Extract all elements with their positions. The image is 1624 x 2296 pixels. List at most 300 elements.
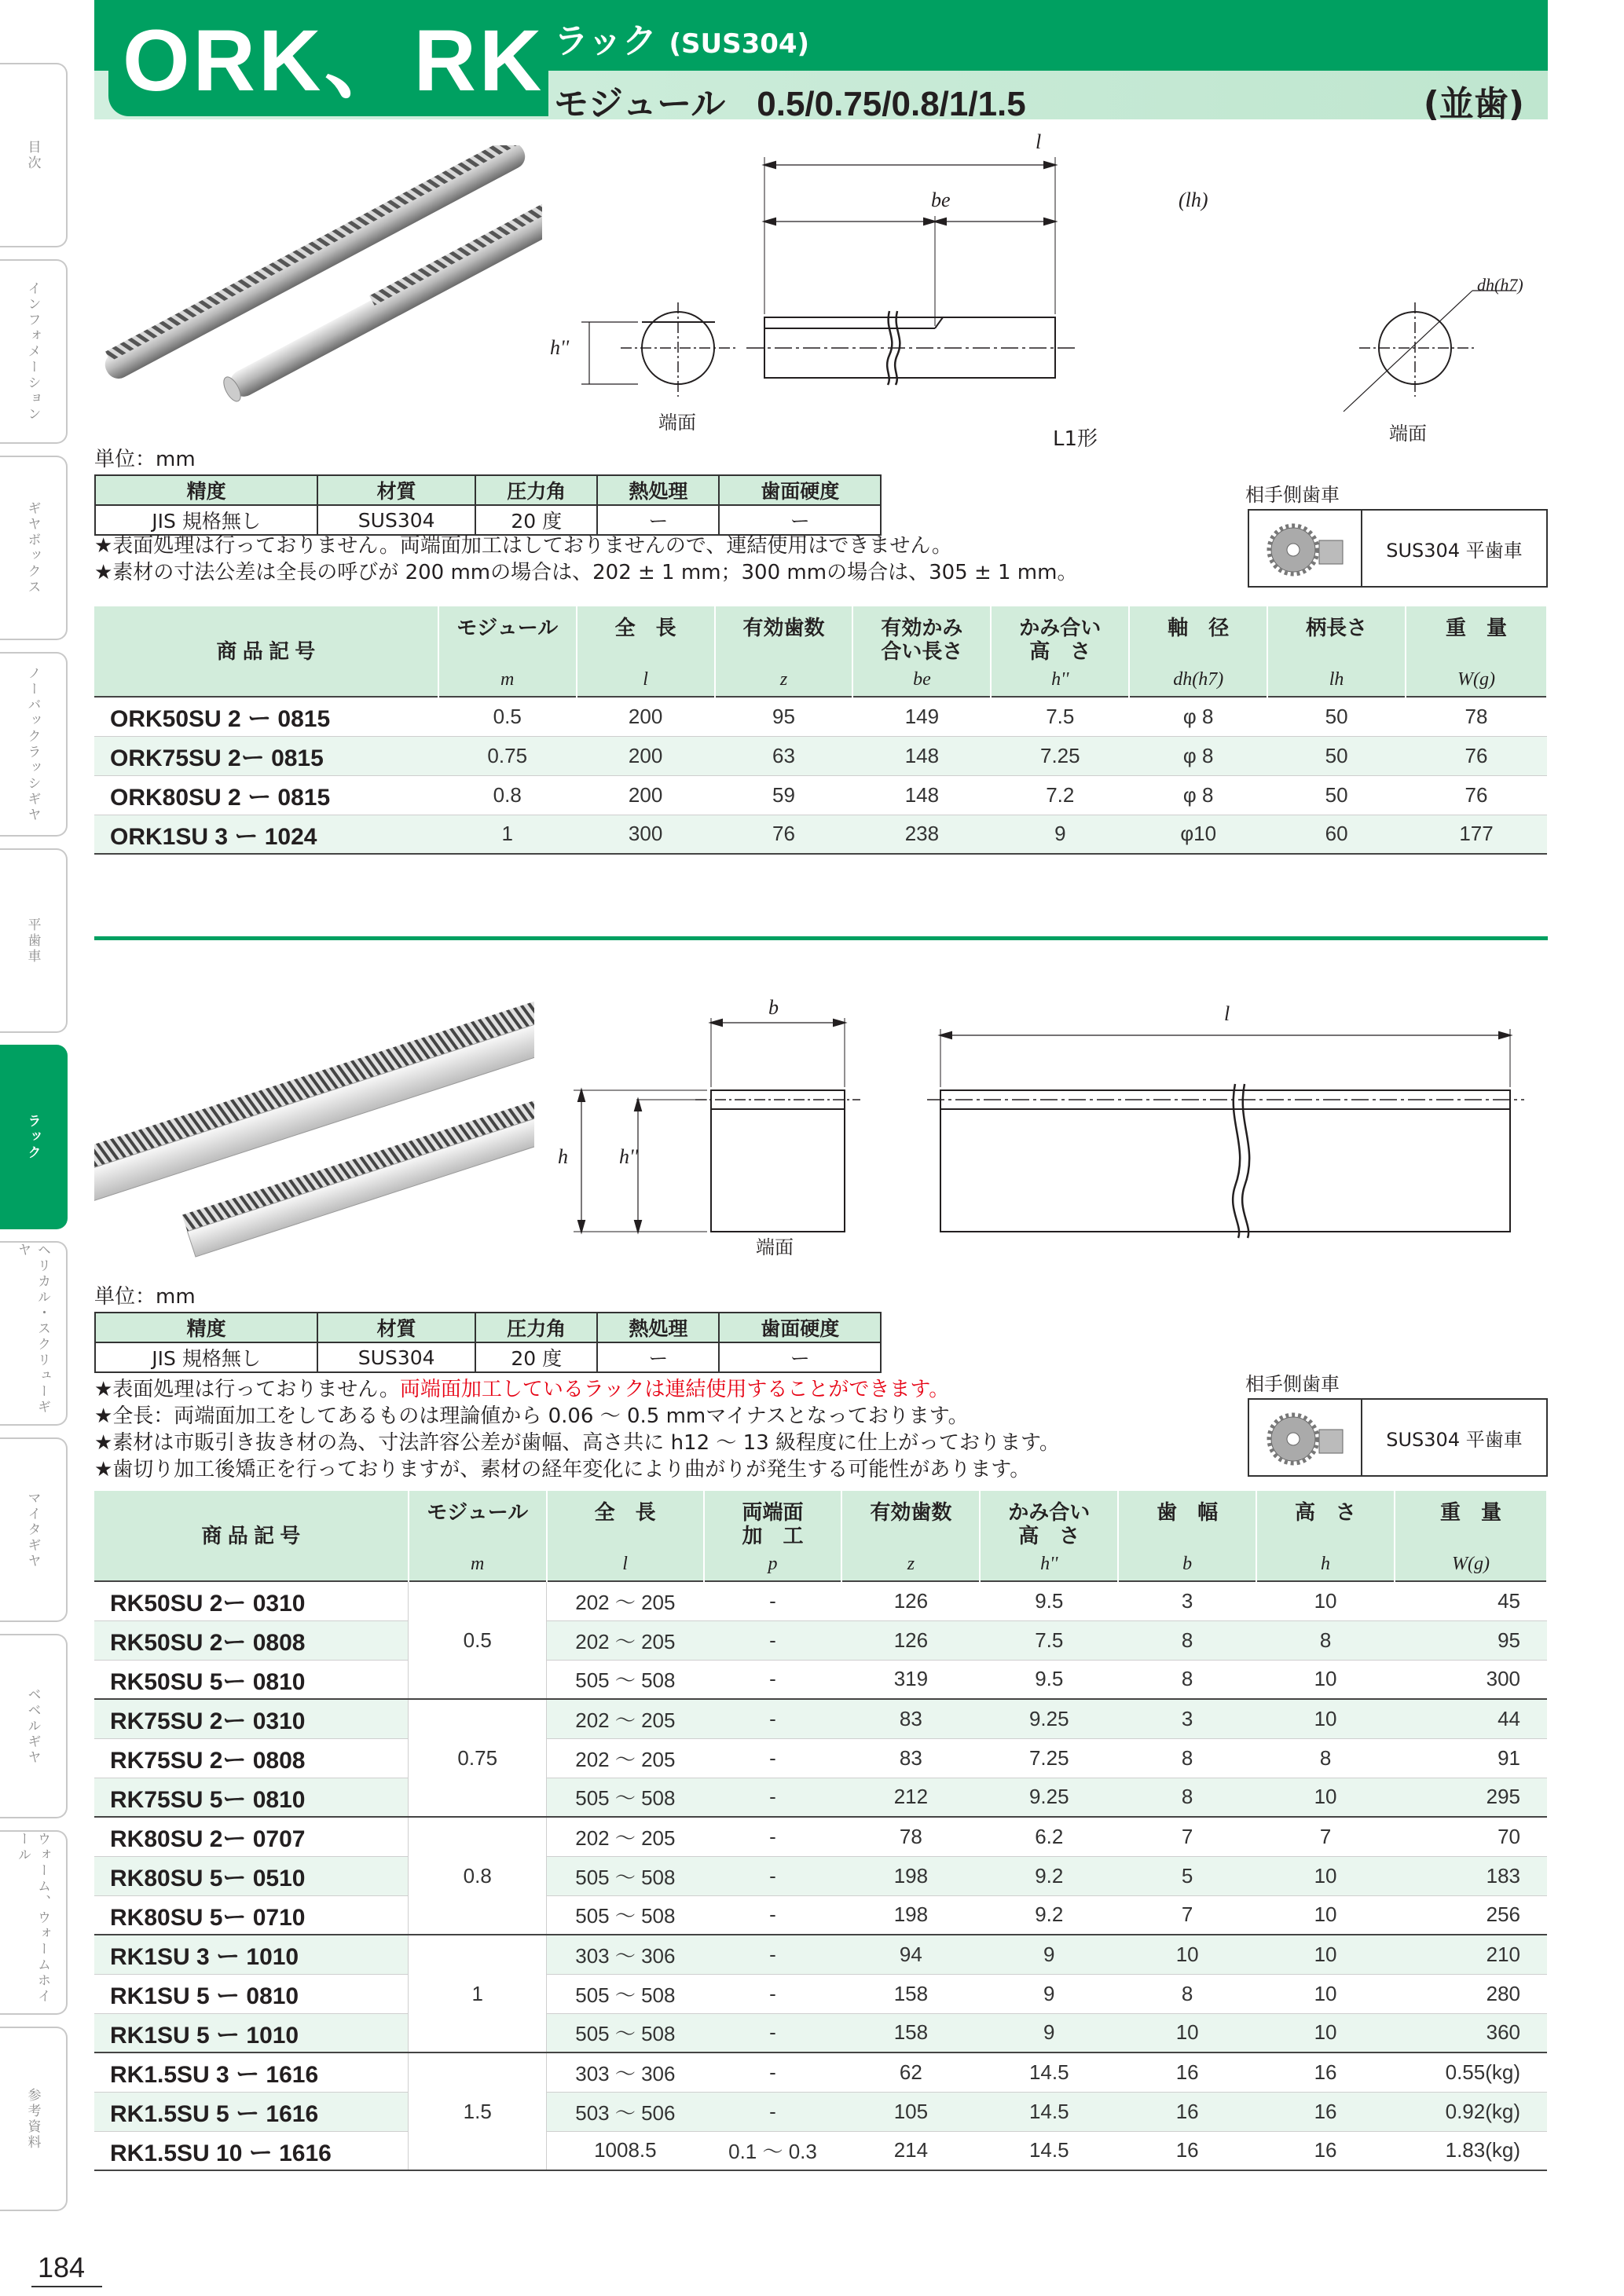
cell: 1.83(kg) xyxy=(1395,2131,1547,2170)
cell: 200 xyxy=(577,775,715,815)
spec-value: SUS304 xyxy=(317,1342,475,1372)
cell: 10 xyxy=(1256,2013,1395,2052)
cell: 7 xyxy=(1256,1817,1395,1856)
ork-mating-label: 相手側歯車 xyxy=(1245,484,1340,506)
module-cell: 1 xyxy=(409,1935,547,2052)
cell: 10 xyxy=(1256,1699,1395,1738)
rk-dim-b: b xyxy=(768,996,779,1019)
cell: - xyxy=(704,1817,842,1856)
cell: 94 xyxy=(841,1935,980,1974)
cell: 280 xyxy=(1395,1974,1547,2013)
cell: 10 xyxy=(1256,1935,1395,1974)
module-label: モジュール xyxy=(554,84,726,124)
cell: 60 xyxy=(1267,815,1406,854)
cell: 83 xyxy=(841,1699,980,1738)
cell: 10 xyxy=(1256,1974,1395,2013)
spec-value: ー xyxy=(597,1342,719,1372)
cell: 210 xyxy=(1395,1935,1547,1974)
cell: 202 ～ 205 xyxy=(547,1817,704,1856)
cell: 0.5 xyxy=(438,697,577,736)
table-row xyxy=(94,1778,1547,1817)
cell: 9 xyxy=(980,2013,1118,2052)
column-symbol: l xyxy=(577,668,715,697)
end-face-right: 端面 xyxy=(1389,423,1427,445)
table-row xyxy=(94,1660,1547,1699)
cell: 9.25 xyxy=(980,1699,1118,1738)
cell: 9.5 xyxy=(980,1660,1118,1699)
cell: 300 xyxy=(577,815,715,854)
rk-end-face: 端面 xyxy=(756,1236,794,1258)
cell: 76 xyxy=(1406,736,1547,775)
spec-header: 歯面硬度 xyxy=(719,475,881,505)
cell: 7.25 xyxy=(980,1738,1118,1778)
spec-header: 歯面硬度 xyxy=(719,1313,881,1342)
cell: - xyxy=(704,1581,842,1620)
cell: 0.55(kg) xyxy=(1395,2052,1547,2092)
cell: 8 xyxy=(1118,1974,1256,2013)
dim-h2: h'' xyxy=(550,336,570,359)
side-tab-label: ヘリカル・スクリューギヤ xyxy=(15,1243,50,1415)
side-tab-label: ノーバックラッシギヤ xyxy=(24,665,41,823)
rk-dim-l: l xyxy=(1224,1002,1230,1025)
cell: 76 xyxy=(715,815,853,854)
column-symbol: h'' xyxy=(991,668,1129,697)
spur-gear-icon xyxy=(1249,511,1362,586)
cell: 126 xyxy=(841,1620,980,1660)
column-symbol: z xyxy=(715,668,853,697)
column-symbol: z xyxy=(841,1552,980,1581)
cell: 212 xyxy=(841,1778,980,1817)
spec-value: JIS 規格無し xyxy=(95,1342,317,1372)
cell: 62 xyxy=(841,2052,980,2092)
column-header: 両端面 加 工 xyxy=(704,1491,842,1552)
cell: 238 xyxy=(852,815,991,854)
table-row xyxy=(94,1856,1547,1895)
rk-note-4: ★歯切り加工後矯正を行っておりますが、素材の経年変化により曲がりが発生する可能性があります。 xyxy=(94,1458,1031,1481)
side-tab-label: 目次 xyxy=(24,139,41,171)
ork-product-photo xyxy=(102,145,542,436)
table-row xyxy=(94,775,1547,815)
spec-header: 熱処理 xyxy=(597,475,719,505)
product-code: ORK80SU 2 ー 0815 xyxy=(94,775,438,815)
cell: 6.2 xyxy=(980,1817,1118,1856)
side-tab-label: 参考資料 xyxy=(24,2087,41,2151)
rk-note-1a: ★表面処理は行っておりません。 xyxy=(94,1378,400,1401)
product-code: RK50SU 2ー 0310 xyxy=(94,1581,409,1620)
dim-lh: (lh) xyxy=(1179,189,1208,211)
side-tab-10[interactable] xyxy=(0,2027,68,2211)
product-code: RK1SU 5 ー 1010 xyxy=(94,2013,409,2052)
side-tab-label: ベベルギヤ xyxy=(24,1686,41,1766)
cell: 8 xyxy=(1256,1620,1395,1660)
cell: - xyxy=(704,1778,842,1817)
product-code: RK75SU 2ー 0808 xyxy=(94,1738,409,1778)
header-module-line xyxy=(554,75,1026,126)
cell: 505 ～ 508 xyxy=(547,1895,704,1935)
rk-mating-text: SUS304 平歯車 xyxy=(1386,1428,1523,1451)
cell: 16 xyxy=(1118,2131,1256,2170)
product-code: RK1.5SU 3 ー 1616 xyxy=(94,2052,409,2092)
cell: 9.5 xyxy=(980,1581,1118,1620)
side-tab-8[interactable] xyxy=(0,1634,68,1818)
cell: 91 xyxy=(1395,1738,1547,1778)
cell: 83 xyxy=(841,1738,980,1778)
side-tab-5[interactable] xyxy=(0,1045,68,1229)
module-list: 0.5/0.75/0.8/1/1.5 xyxy=(757,85,1026,123)
product-code: RK1.5SU 10 ー 1616 xyxy=(94,2131,409,2170)
cell: 16 xyxy=(1256,2131,1395,2170)
cell: 10 xyxy=(1256,1581,1395,1620)
side-tab-3[interactable] xyxy=(0,652,68,837)
cell: 7 xyxy=(1118,1817,1256,1856)
side-tab-label: ラック xyxy=(24,1113,41,1161)
cell: 50 xyxy=(1267,775,1406,815)
cell: 300 xyxy=(1395,1660,1547,1699)
cell: 10 xyxy=(1256,1895,1395,1935)
cell: 45 xyxy=(1395,1581,1547,1620)
cell: 16 xyxy=(1118,2052,1256,2092)
ork-dimension-diagram xyxy=(542,126,1548,456)
cell: 70 xyxy=(1395,1817,1547,1856)
spec-header: 圧力角 xyxy=(475,475,597,505)
column-header: モジュール xyxy=(438,606,577,668)
product-code: ORK75SU 2ー 0815 xyxy=(94,736,438,775)
column-symbol: dh(h7) xyxy=(1129,668,1267,697)
spec-value: JIS 規格無し xyxy=(95,505,317,535)
cell: - xyxy=(704,1660,842,1699)
column-header: 重 量 xyxy=(1395,1491,1547,1552)
cell: 50 xyxy=(1267,736,1406,775)
column-header: 有効かみ 合い長さ xyxy=(852,606,991,668)
cell: 158 xyxy=(841,1974,980,2013)
ork-mating-text: SUS304 平歯車 xyxy=(1386,539,1523,562)
cell: - xyxy=(704,1895,842,1935)
side-tab-2[interactable] xyxy=(0,456,68,640)
cell: 149 xyxy=(852,697,991,736)
cell: 505 ～ 508 xyxy=(547,1856,704,1895)
side-tab-1[interactable] xyxy=(0,259,68,444)
page-number: 184 xyxy=(38,2251,86,2283)
cell: 0.75 xyxy=(438,736,577,775)
cell: 10 xyxy=(1118,2013,1256,2052)
rk-dimension-diagram xyxy=(550,990,1548,1257)
column-header: 歯 幅 xyxy=(1118,1491,1256,1552)
product-code: ORK1SU 3 ー 1024 xyxy=(94,815,438,854)
cell: 202 ～ 205 xyxy=(547,1738,704,1778)
cell: 78 xyxy=(841,1817,980,1856)
side-tab-0[interactable] xyxy=(0,63,68,247)
cell: 303 ～ 306 xyxy=(547,2052,704,2092)
cell: 16 xyxy=(1256,2092,1395,2131)
cell: - xyxy=(704,2052,842,2092)
cell: 95 xyxy=(715,697,853,736)
table-row xyxy=(94,2131,1547,2170)
cell: 63 xyxy=(715,736,853,775)
cell: 202 ～ 205 xyxy=(547,1699,704,1738)
cell: 7.25 xyxy=(991,736,1129,775)
cell: 95 xyxy=(1395,1620,1547,1660)
cell: 5 xyxy=(1118,1856,1256,1895)
end-face-left: 端面 xyxy=(658,412,696,434)
column-symbol: p xyxy=(704,1552,842,1581)
cell: 148 xyxy=(852,736,991,775)
column-header: 軸 径 xyxy=(1129,606,1267,668)
side-tab-7[interactable] xyxy=(0,1437,68,1622)
rk-note-2: ★全長：両端面加工をしてあるものは理論値から 0.06 ～ 0.5 mmマイナスとなっております。 xyxy=(94,1404,969,1428)
rk-dim-h2: h'' xyxy=(619,1145,639,1168)
ork-mating-box xyxy=(1248,509,1548,588)
cell: - xyxy=(704,1974,842,2013)
rk-mating-label: 相手側歯車 xyxy=(1245,1373,1340,1395)
table-row xyxy=(94,2013,1547,2052)
cell: 1 xyxy=(438,815,577,854)
dim-l: l xyxy=(1036,130,1042,153)
cell: 200 xyxy=(577,697,715,736)
cell: 10 xyxy=(1256,1778,1395,1817)
product-code: RK75SU 2ー 0310 xyxy=(94,1699,409,1738)
rk-product-table xyxy=(94,1491,1548,2171)
table-row xyxy=(94,736,1547,775)
product-code: ORK50SU 2 ー 0815 xyxy=(94,697,438,736)
column-header: 高 さ xyxy=(1256,1491,1395,1552)
cell: - xyxy=(704,1620,842,1660)
cell: φ 8 xyxy=(1129,775,1267,815)
tooth-type: (並歯) xyxy=(1423,84,1524,124)
cell: 8 xyxy=(1118,1620,1256,1660)
table-row xyxy=(94,2052,1547,2092)
rk-product-photo xyxy=(94,998,534,1280)
cell: φ10 xyxy=(1129,815,1267,854)
column-header-code: 商 品 記 号 xyxy=(94,1491,409,1581)
cell: φ 8 xyxy=(1129,697,1267,736)
table-row xyxy=(94,815,1547,854)
spec-value: SUS304 xyxy=(317,505,475,535)
cell: 256 xyxy=(1395,1895,1547,1935)
shape-label: L1形 xyxy=(1053,427,1098,451)
cell: 10 xyxy=(1256,1660,1395,1699)
table-row xyxy=(94,1895,1547,1935)
cell: 1008.5 xyxy=(547,2131,704,2170)
cell: 9 xyxy=(980,1935,1118,1974)
ork-note-1: ★表面処理は行っておりません。両端面加工はしておりませんので、連結使用はできません。 xyxy=(94,534,952,558)
column-header: 有効歯数 xyxy=(715,606,853,668)
side-tab-9[interactable] xyxy=(0,1830,68,2015)
spec-header: 精度 xyxy=(95,1313,317,1342)
cell: 214 xyxy=(841,2131,980,2170)
header-subtitle xyxy=(554,13,809,63)
product-code: RK50SU 5ー 0810 xyxy=(94,1660,409,1699)
cell: - xyxy=(704,2013,842,2052)
table-row xyxy=(94,1817,1547,1856)
cell: φ 8 xyxy=(1129,736,1267,775)
side-tab-label: 平歯車 xyxy=(24,917,41,965)
column-header: 重 量 xyxy=(1406,606,1547,668)
module-cell: 0.75 xyxy=(409,1699,547,1817)
spec-value: 20 度 xyxy=(475,505,597,535)
cell: 16 xyxy=(1256,2052,1395,2092)
cell: 8 xyxy=(1118,1738,1256,1778)
cell: 0.92(kg) xyxy=(1395,2092,1547,2131)
column-symbol: W(g) xyxy=(1395,1552,1547,1581)
product-code: RK80SU 5ー 0510 xyxy=(94,1856,409,1895)
column-header: かみ合い 高 さ xyxy=(980,1491,1118,1552)
cell: 360 xyxy=(1395,2013,1547,2052)
cell: 14.5 xyxy=(980,2092,1118,2131)
column-header: 全 長 xyxy=(577,606,715,668)
product-code: RK1SU 3 ー 1010 xyxy=(94,1935,409,1974)
cell: 8 xyxy=(1118,1660,1256,1699)
cell: 319 xyxy=(841,1660,980,1699)
cell: - xyxy=(704,1856,842,1895)
side-tab-label: ギヤボックス xyxy=(24,500,41,595)
column-header: かみ合い 高 さ xyxy=(991,606,1129,668)
column-symbol: lh xyxy=(1267,668,1406,697)
subtitle-material: (SUS304) xyxy=(669,28,810,60)
column-header: 柄長さ xyxy=(1267,606,1406,668)
table-row xyxy=(94,1974,1547,2013)
column-header: モジュール xyxy=(409,1491,547,1552)
column-header-code: 商 品 記 号 xyxy=(94,606,438,697)
table-row xyxy=(94,697,1547,736)
cell: 14.5 xyxy=(980,2131,1118,2170)
dim-dh: dh(h7) xyxy=(1477,275,1523,295)
cell: 7.2 xyxy=(991,775,1129,815)
product-code: RK50SU 2ー 0808 xyxy=(94,1620,409,1660)
side-tab-6[interactable] xyxy=(0,1241,68,1426)
cell: - xyxy=(704,1738,842,1778)
cell: 9 xyxy=(991,815,1129,854)
column-symbol: l xyxy=(547,1552,704,1581)
cell: 158 xyxy=(841,2013,980,2052)
cell: 7.5 xyxy=(991,697,1129,736)
cell: 8 xyxy=(1256,1738,1395,1778)
page-title: ORK、RK xyxy=(108,6,548,116)
spec-header: 精度 xyxy=(95,475,317,505)
rk-note-1 xyxy=(94,1376,949,1403)
module-cell: 1.5 xyxy=(409,2052,547,2170)
spec-value: ー xyxy=(719,505,881,535)
side-tab-4[interactable] xyxy=(0,848,68,1033)
cell: 0.1 ～ 0.3 xyxy=(704,2131,842,2170)
column-header: 有効歯数 xyxy=(841,1491,980,1552)
spec-header: 材質 xyxy=(317,475,475,505)
cell: 505 ～ 508 xyxy=(547,2013,704,2052)
cell: 198 xyxy=(841,1856,980,1895)
spur-gear-icon xyxy=(1249,1400,1362,1475)
spec-value: 20 度 xyxy=(475,1342,597,1372)
cell: 8 xyxy=(1118,1778,1256,1817)
table-row xyxy=(94,1581,1547,1620)
column-symbol: h'' xyxy=(980,1552,1118,1581)
column-symbol: be xyxy=(852,668,991,697)
dim-be: be xyxy=(931,189,951,211)
rk-spec-table xyxy=(94,1312,882,1373)
spec-header: 圧力角 xyxy=(475,1313,597,1342)
table-row xyxy=(94,1620,1547,1660)
table-row xyxy=(94,1738,1547,1778)
cell: 505 ～ 508 xyxy=(547,1778,704,1817)
cell: 7 xyxy=(1118,1895,1256,1935)
column-symbol: m xyxy=(409,1552,547,1581)
cell: 44 xyxy=(1395,1699,1547,1738)
cell: 177 xyxy=(1406,815,1547,854)
cell: 9 xyxy=(980,1974,1118,2013)
column-header: 全 長 xyxy=(547,1491,704,1552)
cell: 505 ～ 508 xyxy=(547,1974,704,2013)
cell: 202 ～ 205 xyxy=(547,1581,704,1620)
spec-header: 材質 xyxy=(317,1313,475,1342)
module-cell: 0.8 xyxy=(409,1817,547,1935)
rk-note-3: ★素材は市販引き抜き材の為、寸法許容公差が歯幅、高さ共に h12 ～ 13 級程度に仕上がっております。 xyxy=(94,1431,1060,1455)
cell: 0.8 xyxy=(438,775,577,815)
cell: 10 xyxy=(1256,1856,1395,1895)
cell: 50 xyxy=(1267,697,1406,736)
module-cell: 0.5 xyxy=(409,1581,547,1699)
cell: 3 xyxy=(1118,1581,1256,1620)
product-code: RK80SU 2ー 0707 xyxy=(94,1817,409,1856)
product-code: RK80SU 5ー 0710 xyxy=(94,1895,409,1935)
rk-note-1b: 両端面加工しているラックは連結使用することができます。 xyxy=(399,1378,950,1401)
cell: 202 ～ 205 xyxy=(547,1620,704,1660)
side-tab-label: マイタギヤ xyxy=(24,1490,41,1569)
cell: 200 xyxy=(577,736,715,775)
product-code: RK75SU 5ー 0810 xyxy=(94,1778,409,1817)
rk-mating-box xyxy=(1248,1398,1548,1477)
cell: 505 ～ 508 xyxy=(547,1660,704,1699)
cell: 105 xyxy=(841,2092,980,2131)
product-code: RK1.5SU 5 ー 1616 xyxy=(94,2092,409,2131)
ork-product-table xyxy=(94,606,1548,855)
cell: 198 xyxy=(841,1895,980,1935)
ork-spec-table xyxy=(94,474,882,536)
cell: - xyxy=(704,1935,842,1974)
ork-note-2: ★素材の寸法公差は全長の呼びが 200 mmの場合は、202 ± 1 mm；300 mmの場合は、305 ± 1 mm。 xyxy=(94,561,1078,584)
cell: 76 xyxy=(1406,775,1547,815)
side-tab-label: インフォメーション xyxy=(24,280,41,423)
cell: 295 xyxy=(1395,1778,1547,1817)
product-code: RK1SU 5 ー 0810 xyxy=(94,1974,409,2013)
cell: 14.5 xyxy=(980,2052,1118,2092)
column-symbol: h xyxy=(1256,1552,1395,1581)
column-symbol: m xyxy=(438,668,577,697)
cell: - xyxy=(704,2092,842,2131)
page-number-rule xyxy=(31,2286,102,2287)
cell: 148 xyxy=(852,775,991,815)
table-row xyxy=(94,2092,1547,2131)
cell: 303 ～ 306 xyxy=(547,1935,704,1974)
cell: 503 ～ 506 xyxy=(547,2092,704,2131)
table-row xyxy=(94,1935,1547,1974)
cell: - xyxy=(704,1699,842,1738)
column-symbol: b xyxy=(1118,1552,1256,1581)
cell: 16 xyxy=(1118,2092,1256,2131)
rk-dim-h: h xyxy=(558,1145,568,1168)
cell: 3 xyxy=(1118,1699,1256,1738)
spec-header: 熱処理 xyxy=(597,1313,719,1342)
cell: 126 xyxy=(841,1581,980,1620)
cell: 9.2 xyxy=(980,1895,1118,1935)
cell: 78 xyxy=(1406,697,1547,736)
cell: 183 xyxy=(1395,1856,1547,1895)
cell: 59 xyxy=(715,775,853,815)
table-row xyxy=(94,1699,1547,1738)
subtitle-rack: ラック xyxy=(554,21,658,61)
rk-unit: 単位：mm xyxy=(94,1285,196,1309)
spec-value: ー xyxy=(719,1342,881,1372)
cell: 9.2 xyxy=(980,1856,1118,1895)
column-symbol: W(g) xyxy=(1406,668,1547,697)
side-tab-label: ウォーム、ウォームホイール xyxy=(15,1832,50,2005)
